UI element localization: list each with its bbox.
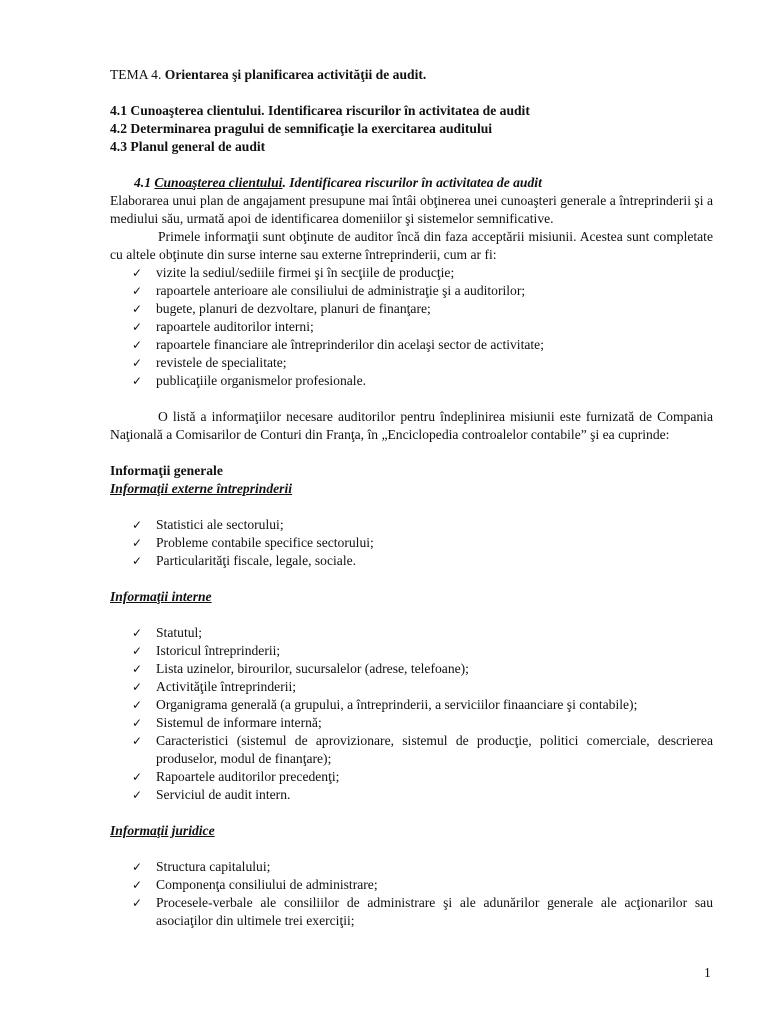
- list-item: [132, 876, 713, 894]
- title-prefix: TEMA 4.: [110, 67, 165, 82]
- list-item: [132, 318, 713, 336]
- list-item-text: Statistici ale sectorului;: [156, 517, 284, 532]
- toc-item: 4.3 Planul general de audit: [110, 139, 266, 154]
- checkmark-icon: ✓: [132, 896, 143, 910]
- list-item: [132, 552, 713, 570]
- list-item: [132, 300, 713, 318]
- title-main: Orientarea şi planificarea activităţii de audit.: [164, 67, 427, 82]
- paragraph: Primele informaţii sunt obţinute de auditor încă din faza acceptării misiunii. Acestea sunt completate cu altele obţinute din surse interne sau externe întreprinderii, cum ar fi:: [110, 229, 713, 262]
- list-item: [132, 354, 713, 372]
- checkmark-icon: ✓: [132, 698, 143, 712]
- checkmark-icon: ✓: [132, 644, 143, 658]
- checkmark-icon: ✓: [132, 320, 143, 334]
- list-item-text: Serviciul de audit intern.: [156, 787, 291, 802]
- list-item: [132, 678, 713, 696]
- internal-info-heading: Informaţii interne: [110, 589, 212, 604]
- checkmark-icon: ✓: [132, 716, 143, 730]
- list-item-text: Rapoartele auditorilor precedenţi;: [156, 769, 340, 784]
- section-heading-underlined: Cunoaşterea clientului: [154, 175, 283, 190]
- list-item-text: Statutul;: [156, 625, 203, 640]
- list-item: [132, 624, 713, 642]
- paragraph: Elaborarea unui plan de angajament presupune mai întâi obţinerea unei cunoaşteri generale a întreprinderii şi a mediului său, urmată apoi de identificarea domeniilor şi sistemelor semnificative.: [110, 193, 713, 226]
- page-number: 1: [704, 965, 711, 980]
- checkmark-icon: ✓: [132, 374, 143, 388]
- list-item: [132, 534, 713, 552]
- external-info-heading: Informaţii externe întreprinderii: [110, 481, 293, 496]
- internal-info-list: [110, 624, 713, 804]
- list-item: [132, 768, 713, 786]
- checkmark-icon: ✓: [132, 680, 143, 694]
- list-item-text: revistele de specialitate;: [156, 355, 287, 370]
- checkmark-icon: ✓: [132, 770, 143, 784]
- list-item: [132, 336, 713, 354]
- list-item-text: Istoricul întreprinderii;: [156, 643, 281, 658]
- section-number: 4.1: [134, 175, 155, 190]
- list-item: [132, 642, 713, 660]
- list-item-text: rapoartele anterioare ale consiliului de administraţie şi a auditorilor;: [156, 283, 526, 298]
- list-item-text: vizite la sediul/sediile firmei şi în secţiile de producţie;: [156, 265, 455, 280]
- list-item-text: publicaţiile organismelor profesionale.: [156, 373, 367, 388]
- checkmark-icon: ✓: [132, 878, 143, 892]
- section-heading-rest: . Identificarea riscurilor în activitatea de audit: [282, 175, 542, 190]
- list-item-text: bugete, planuri de dezvoltare, planuri de finanţare;: [156, 301, 431, 316]
- checkmark-icon: ✓: [132, 788, 143, 802]
- paragraph: O listă a informaţiilor necesare auditorilor pentru îndeplinirea misiunii este furnizată de Compania Naţională a Comisarilor de Conturi din Franţa, în „Enciclopedia controalelor contabile” şi ea cuprinde:: [110, 409, 713, 442]
- toc-item: 4.1 Cunoaşterea clientului. Identificarea riscurilor în activitatea de audit: [110, 103, 530, 118]
- list-item-text: Probleme contabile specifice sectorului;: [156, 535, 374, 550]
- list-item-text: Caracteristici (sistemul de aprovizionare, sistemul de producţie, politici comerciale, descrierea produselor, modul de finanţare);: [156, 733, 713, 766]
- list-item-text: rapoartele auditorilor interni;: [156, 319, 314, 334]
- checkmark-icon: ✓: [132, 338, 143, 352]
- checkmark-icon: ✓: [132, 734, 143, 748]
- checkmark-icon: ✓: [132, 284, 143, 298]
- checkmark-icon: ✓: [132, 356, 143, 370]
- checkmark-icon: ✓: [132, 518, 143, 532]
- general-info-heading: Informaţii generale: [110, 463, 223, 478]
- legal-info-list: [110, 858, 713, 930]
- document-title: [110, 66, 713, 84]
- sources-list: [110, 264, 713, 390]
- table-of-contents: [110, 102, 713, 156]
- list-item-text: rapoartele financiare ale întreprinderilor din acelaşi sector de activitate;: [156, 337, 544, 352]
- list-item-text: Lista uzinelor, birourilor, sucursalelor (adrese, telefoane);: [156, 661, 469, 676]
- list-item-text: Sistemul de informare internă;: [156, 715, 322, 730]
- list-item: [132, 372, 713, 390]
- list-item-text: Activităţile întreprinderii;: [156, 679, 297, 694]
- list-item: [132, 264, 713, 282]
- list-item: [132, 786, 713, 804]
- checkmark-icon: ✓: [132, 266, 143, 280]
- checkmark-icon: ✓: [132, 554, 143, 568]
- list-item: [132, 732, 713, 768]
- list-item: [132, 696, 713, 714]
- list-item: [132, 516, 713, 534]
- checkmark-icon: ✓: [132, 860, 143, 874]
- document-page: [110, 66, 713, 930]
- list-item-text: Procesele-verbale ale consiliilor de administrare şi ale adunărilor generale ale acţionarilor sau asociaţilor din ultimele trei exerciţii;: [156, 895, 713, 928]
- checkmark-icon: ✓: [132, 302, 143, 316]
- legal-info-heading: Informaţii juridice: [110, 823, 215, 838]
- checkmark-icon: ✓: [132, 626, 143, 640]
- list-item: [132, 282, 713, 300]
- checkmark-icon: ✓: [132, 662, 143, 676]
- checkmark-icon: ✓: [132, 536, 143, 550]
- list-item-text: Structura capitalului;: [156, 859, 271, 874]
- external-info-list: [110, 516, 713, 570]
- list-item: [132, 660, 713, 678]
- list-item: [132, 714, 713, 732]
- list-item-text: Organigrama generală (a grupului, a întreprinderii, a serviciilor finaanciare şi contabile);: [156, 697, 638, 712]
- list-item-text: Particularităţi fiscale, legale, sociale.: [156, 553, 357, 568]
- list-item-text: Componenţa consiliului de administrare;: [156, 877, 378, 892]
- list-item: [132, 858, 713, 876]
- toc-item: 4.2 Determinarea pragului de semnificaţie la exercitarea auditului: [110, 121, 493, 136]
- list-item: [132, 894, 713, 930]
- section-heading: [110, 174, 713, 192]
